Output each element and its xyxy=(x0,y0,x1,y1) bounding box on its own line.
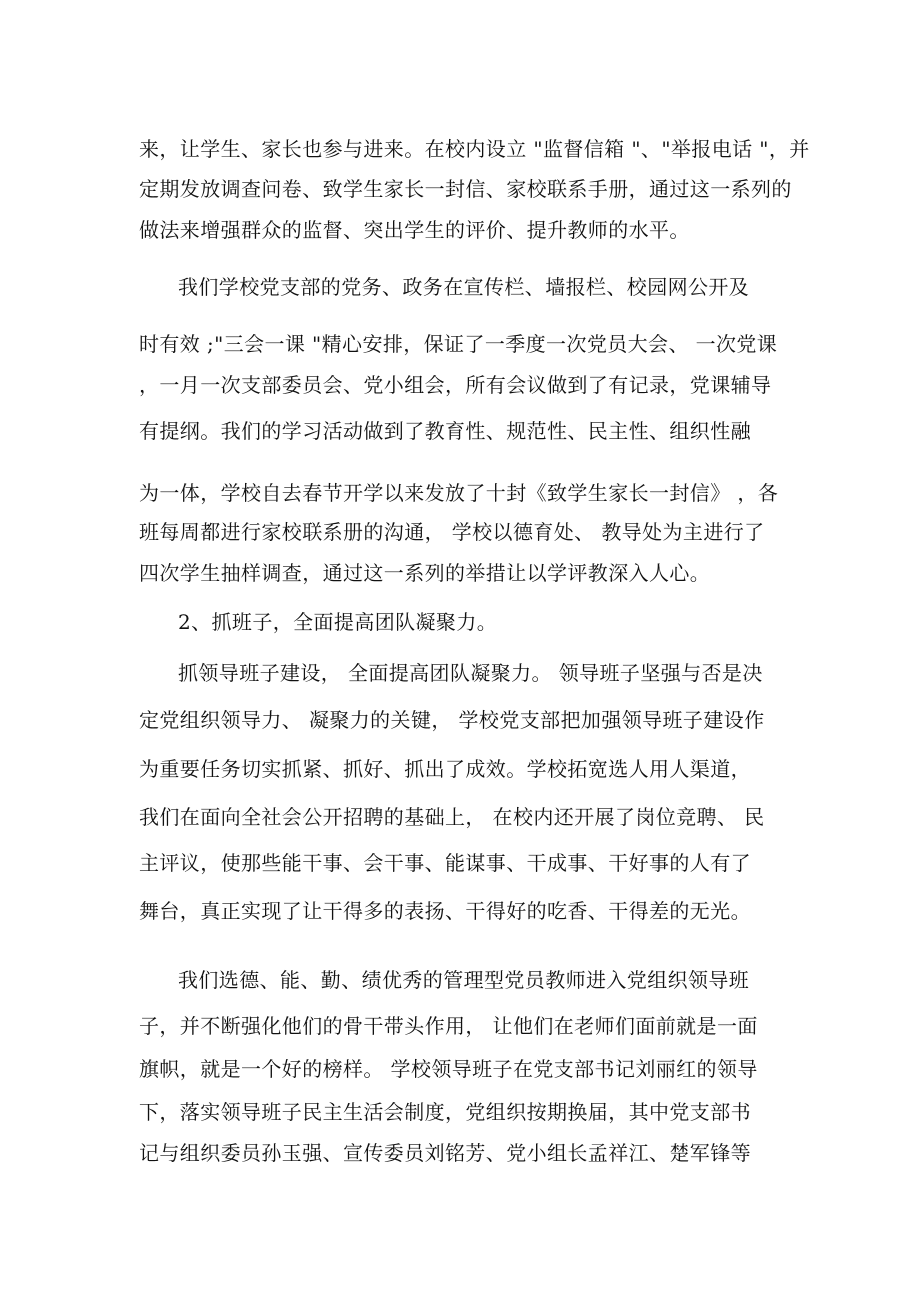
text-line: 舞台，真正实现了让干得多的表扬、干得好的吃香、干得差的无光。 xyxy=(139,899,751,923)
text-line: 有提纲。我们的学习活动做到了教育性、规范性、民主性、组织性融 xyxy=(139,419,751,443)
text-line: 为重要任务切实抓紧、抓好、抓出了成效。学校拓宽选人用人渠道， xyxy=(139,757,751,781)
text-line: 做法来增强群众的监督、突出学生的评价、提升教师的水平。 xyxy=(139,218,690,242)
text-line: 抓领导班子建设， 全面提高团队凝聚力。 领导班子坚强与否是决 xyxy=(178,661,763,685)
section-heading: 2、抓班子，全面提高团队凝聚力。 xyxy=(178,610,498,634)
text-line: 来，让学生、家长也参与进来。在校内设立 "监督信箱 "、"举报电话 "，并 xyxy=(139,137,810,161)
text-line: 定党组织领导力、 凝聚力的关键， 学校党支部把加强领导班子建设作 xyxy=(139,708,765,732)
text-line: 时有效 ;"三会一课 "精心安排，保证了一季度一次党员大会、 一次党课 xyxy=(139,332,778,356)
text-line: 记与组织委员孙玉强、宣传委员刘铭芳、党小组长孟祥江、楚军锋等 xyxy=(139,1141,751,1165)
text-line: ，一月一次支部委员会、党小组会，所有会议做到了有记录，党课辅导 xyxy=(139,373,772,397)
text-line: 旗帜，就是一个好的榜样。 学校领导班子在党支部书记刘丽红的领导 xyxy=(139,1057,758,1081)
text-line: 我们学校党支部的党务、政务在宣传栏、墙报栏、校园网公开及 xyxy=(178,275,750,299)
text-line: 我们在面向全社会公开招聘的基础上， 在校内还开展了岗位竞聘、 民 xyxy=(139,805,765,829)
text-line: 主评议，使那些能干事、会干事、能谋事、干成事、干好事的人有了 xyxy=(139,851,751,875)
text-line: 为一体，学校自去春节开学以来发放了十封《致学生家长一封信》 ，各 xyxy=(139,481,779,505)
text-line: 四次学生抽样调查，通过这一系列的举措让以学评教深入人心。 xyxy=(139,561,711,585)
text-line: 子，并不断强化他们的骨干带头作用， 让他们在老师们面前就是一面 xyxy=(139,1014,758,1038)
text-line: 定期发放调查问卷、致学生家长一封信、家校联系手册，通过这一系列的 xyxy=(139,177,792,201)
text-line: 下，落实领导班子民主生活会制度，党组织按期换届，其中党支部书 xyxy=(139,1100,751,1124)
text-line: 班每周都进行家校联系册的沟通， 学校以德育处、 教导处为主进行了 xyxy=(139,520,765,544)
text-line: 我们选德、能、勤、绩优秀的管理型党员教师进入党组织领导班 xyxy=(178,968,750,992)
